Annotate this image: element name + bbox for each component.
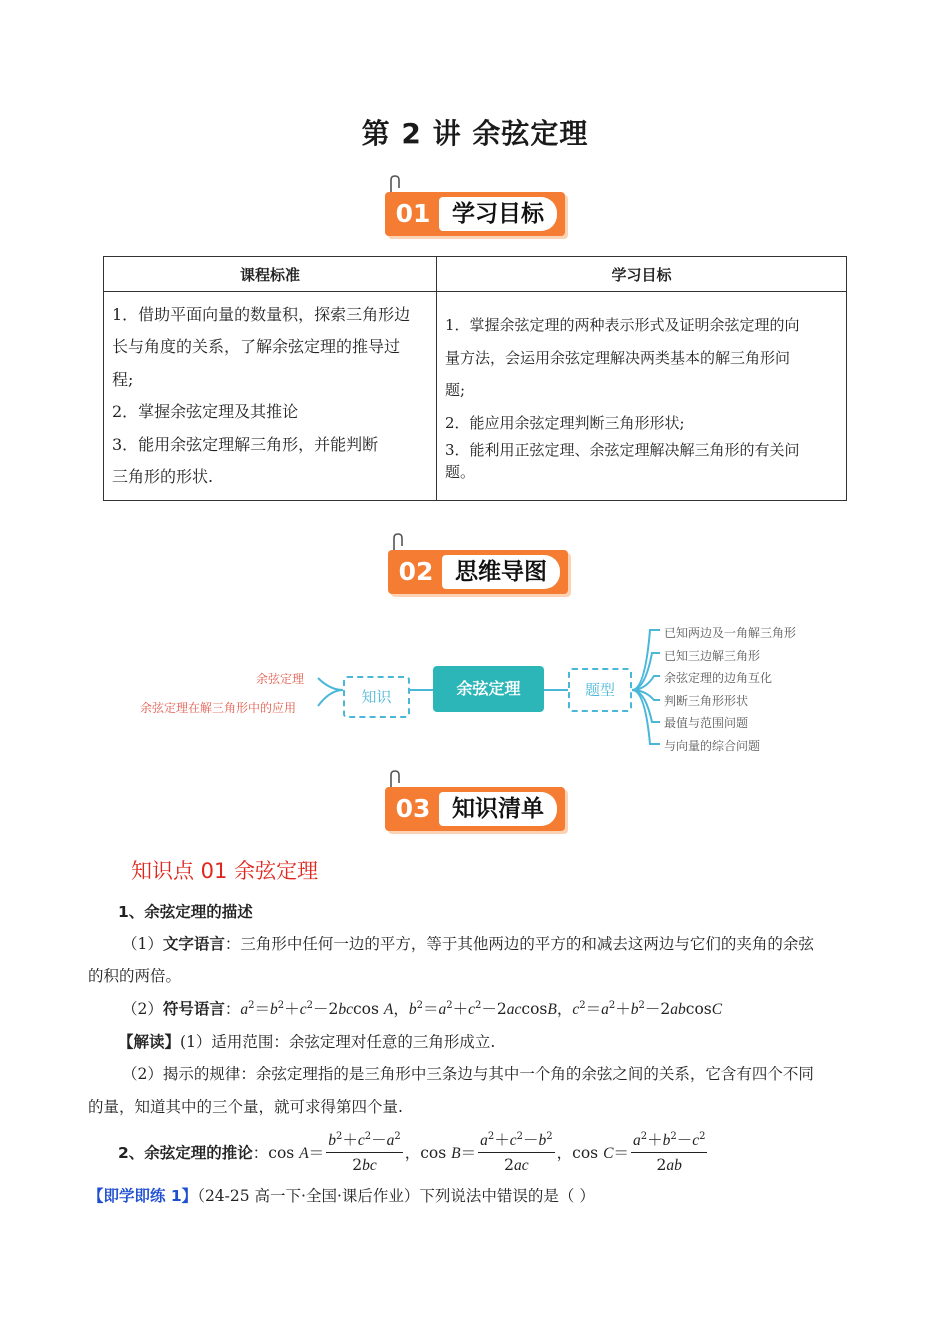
mindmap-right-item: 判断三角形形状: [664, 694, 749, 708]
standard-line: 长与角度的关系，了解余弦定理的推导过: [112, 337, 401, 356]
standard-line: 2．掌握余弦定理及其推论: [112, 402, 299, 421]
goal-line: 量方法，会运用余弦定理解决两类基本的解三角形问: [445, 348, 791, 367]
badge-number: 03: [395, 794, 431, 823]
section-badge-knowledge: [385, 775, 575, 837]
table-header-standard: 课程标准: [104, 257, 437, 292]
mindmap-left-item: 余弦定理: [256, 672, 305, 686]
corollary-line: 2、余弦定理的推论 ：cos A＝ $\frac{b^2+c^2-a^2}{2bc}$ ，cos B＝ $\frac{a^2+c^2-b^2}{2ac}$ ，cos C＝ $\frac{a^2+b^2-c^2}{2ab}$: [118, 1126, 709, 1178]
interpretation-line: （2）揭示的规律：余弦定理指的是三角形中三条边与其中一个角的余弦之间的关系，它含有四个不同: [122, 1065, 814, 1083]
mindmap-right-item: 已知三边解三角形: [664, 649, 761, 663]
goal-line: 题。: [445, 463, 476, 481]
objectives-table: [103, 256, 847, 501]
badge-number: 02: [398, 557, 434, 586]
formula-cos-b: $\frac{a^2+c^2-b^2}{2ac}$: [478, 1126, 555, 1178]
badge-label: 思维导图: [442, 555, 560, 589]
standard-line: 1．借助平面向量的数量积，探索三角形边: [112, 304, 411, 324]
section-badge-mindmap: [388, 538, 578, 600]
mindmap-right-item: 余弦定理的边角互化: [664, 671, 773, 685]
mindmap-types-node: 题型: [568, 668, 632, 712]
exercise-line: 【即学即练 1】（24-25 高一下·全国·课后作业）下列说法中错误的是（ ）: [88, 1187, 595, 1205]
standard-line: 程;: [112, 369, 134, 389]
standard-line: 3．能用余弦定理解三角形，并能判断: [112, 434, 379, 454]
mindmap-knowledge-node: 知识: [343, 676, 410, 718]
badge-number: 01: [395, 199, 431, 228]
badge-label: 学习目标: [439, 197, 557, 231]
mindmap-right-item: 最值与范围问题: [664, 716, 749, 730]
goals-cell: [437, 292, 847, 501]
section-heading: 1、余弦定理的描述: [118, 903, 253, 921]
goal-line: 1．掌握余弦定理的两种表示形式及证明余弦定理的向: [445, 316, 800, 334]
mindmap-left-item: 余弦定理在解三角形中的应用: [140, 701, 297, 715]
badge-label: 知识清单: [439, 792, 557, 826]
mindmap-right-item: 已知两边及一角解三角形: [664, 626, 797, 640]
interpretation-line-cont: 的量，知道其中的三个量，就可求得第四个量.: [88, 1098, 403, 1116]
mindmap-right-item: 与向量的综合问题: [664, 739, 761, 753]
interpretation-line: 【解读】(1）适用范围：余弦定理对任意的三角形成立.: [118, 1033, 496, 1051]
standard-line: 三角形的形状.: [112, 467, 214, 486]
section-badge-objectives: [385, 180, 575, 242]
symbol-language-line: （2）符号语言：$a^2=b^2+c^2-2bccos$ A，$b^2=a^2+c^2-2accosB$，$c^2=a^2+b^2-2abcosC$: [122, 999, 723, 1018]
knowledge-point-title: 知识点 01 余弦定理: [131, 859, 319, 883]
goal-line: 题;: [445, 381, 466, 399]
goal-line: 2．能应用余弦定理判断三角形形状;: [445, 413, 685, 432]
text-language-line: （1）文字语言：三角形中任何一边的平方，等于其他两边的平方的和减去这两边与它们的夹角的余弦: [122, 935, 814, 953]
formula-cos-c: $\frac{a^2+b^2-c^2}{2ab}$: [631, 1126, 708, 1178]
standard-cell: [104, 292, 437, 501]
goal-line: 3．能利用正弦定理、余弦定理解决解三角形的有关问: [445, 441, 800, 459]
page-title: 第 2 讲 余弦定理: [361, 117, 589, 150]
table-header-goals: 学习目标: [437, 257, 847, 292]
text-language-line-cont: 的积的两倍。: [88, 967, 182, 985]
mindmap-center-node: 余弦定理: [433, 666, 544, 712]
formula-cos-a: $\frac{b^2+c^2-a^2}{2bc}$: [326, 1126, 403, 1178]
